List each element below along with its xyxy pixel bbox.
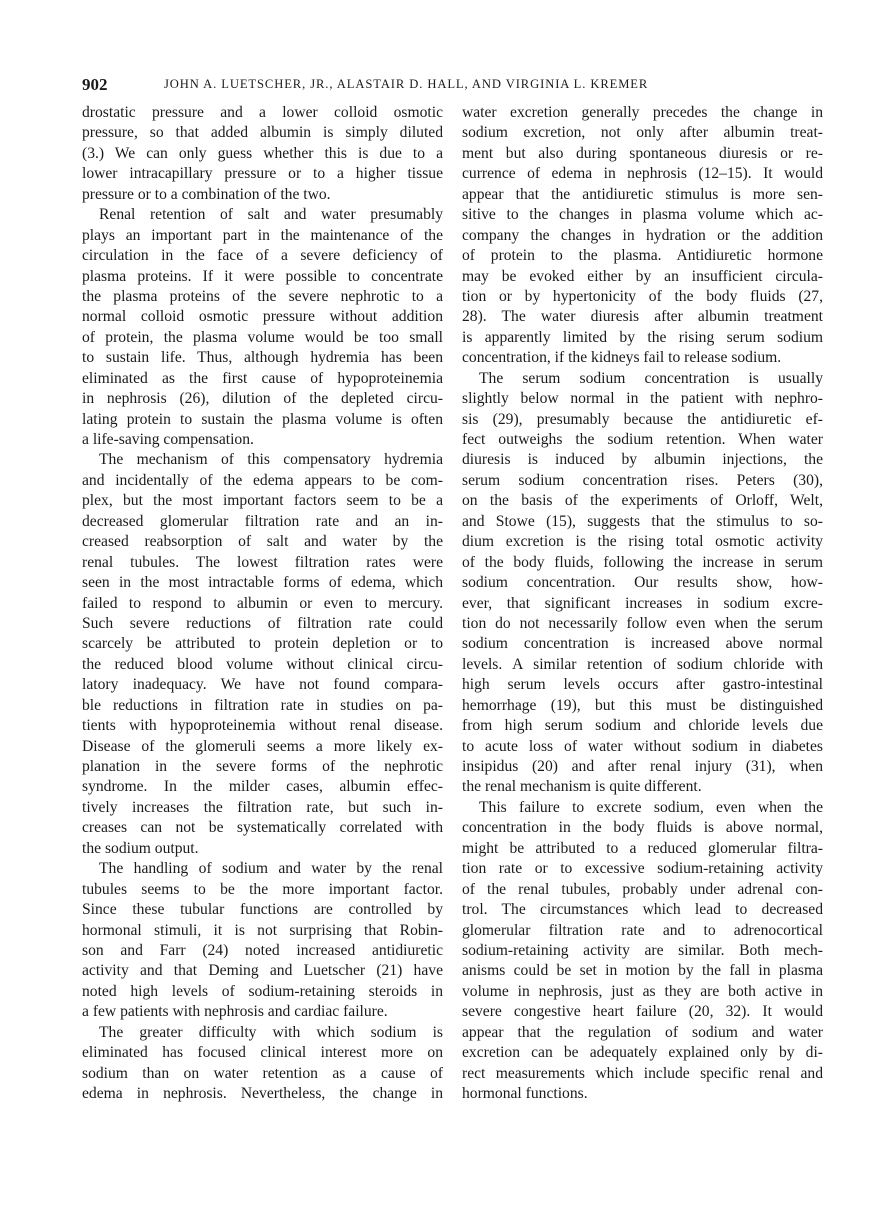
text-line: Disease of the glomeruli seems a more likely ex- [82, 737, 443, 755]
text-line: a life-saving compensation. [82, 431, 254, 448]
running-header-authors: JOHN A. LUETSCHER, JR., ALASTAIR D. HALL, AND VIRGINIA L. KREMER [164, 77, 649, 91]
text-line: severe congestive heart failure (20, 32). It would [462, 1003, 823, 1021]
text-line: volume in nephrosis, just as they are both active in [462, 982, 823, 1000]
text-line: high serum levels occurs after gastro-intestinal [462, 676, 823, 694]
text-line: to acute loss of water without sodium in diabetes [462, 737, 823, 755]
text-line: fect outweighs the sodium retention. When water [462, 431, 823, 448]
text-line: pressure or to a combination of the two. [82, 185, 331, 203]
text-line: the plasma proteins of the severe nephrotic to a [82, 287, 443, 305]
text-line: water excretion generally precedes the change in [462, 104, 823, 121]
text-line: The serum sodium concentration is usually [479, 369, 823, 387]
text-line: Since these tubular functions are controlled by [82, 901, 443, 919]
text-line: the sodium output. [82, 839, 199, 857]
text-line: anisms could be set in motion by the fall in plasma [462, 962, 823, 980]
text-line: This failure to excrete sodium, even when the [479, 798, 823, 816]
text-line: The mechanism of this compensatory hydremia [99, 451, 443, 469]
text-line: of the body fluids, following the increase in serum [462, 553, 823, 571]
left-text-column [82, 103, 443, 1104]
text-line: creases can not be systematically correlated with [82, 819, 443, 837]
text-line: tion do not necessarily follow even when the serum [462, 614, 823, 632]
text-line: slightly below normal in the patient with nephro- [462, 390, 823, 408]
text-line: rect measurements which include specific renal and [462, 1064, 823, 1082]
text-line: appear that the antidiuretic stimulus is more sen- [462, 185, 823, 203]
text-line: ever, that significant increases in sodium excre- [462, 594, 823, 612]
text-line: sis (29), presumably because the antidiuretic ef- [462, 410, 823, 428]
text-line: tients with hypoproteinemia without renal disease. [82, 717, 443, 735]
text-line: lower intracapillary pressure or to a higher tissue [82, 165, 443, 183]
running-header [82, 75, 824, 95]
text-line: of protein, the plasma volume would be too small [82, 328, 443, 346]
text-line: the renal mechanism is quite different. [462, 778, 702, 796]
text-line: ble reductions in filtration rate in studies on pa- [82, 696, 443, 714]
text-line: normal colloid osmotic pressure without addition [82, 308, 443, 326]
text-line: ment but also during spontaneous diuresis or re- [462, 144, 823, 162]
text-line: decreased glomerular filtration rate and an in- [82, 512, 443, 530]
text-line: sodium excretion, not only after albumin treat- [462, 124, 823, 142]
text-line: might be attributed to a reduced glomerular filtra- [462, 839, 823, 857]
right-text-column [462, 103, 823, 1104]
text-line: noted high levels of sodium-retaining steroids in [82, 982, 443, 1000]
text-line: seen in the most intractable forms of edema, which [82, 574, 443, 592]
text-line: levels. A similar retention of sodium chloride with [462, 655, 823, 673]
text-line: scarcely be attributed to protein depletion or to [82, 635, 443, 653]
text-line: son and Farr (24) noted increased antidiuretic [82, 941, 443, 959]
text-line: renal tubules. The lowest filtration rates were [82, 553, 443, 571]
text-line: creased reabsorption of salt and water by the [82, 533, 443, 551]
text-line: tion rate or to excessive sodium-retaining activity [462, 860, 823, 878]
text-line: a few patients with nephrosis and cardiac failure. [82, 1003, 388, 1021]
text-line: Renal retention of salt and water presumably [99, 206, 443, 224]
text-line: excretion can be adequately explained only by di- [462, 1044, 823, 1062]
text-line: and incidentally of the edema appears to be com- [82, 471, 443, 489]
text-line: trol. The circumstances which lead to decreased [462, 901, 823, 919]
text-line: The handling of sodium and water by the renal [99, 860, 443, 878]
text-line: circulation in the face of a severe deficiency of [82, 247, 443, 265]
text-line: concentration, if the kidneys fail to release sodium. [462, 349, 782, 367]
text-line: failed to respond to albumin or even to mercury. [82, 594, 443, 612]
text-line: concentration in the body fluids is above normal, [462, 819, 823, 837]
text-line: to sustain life. Thus, although hydremia has been [82, 349, 443, 367]
text-line: (3.) We can only guess whether this is due to a [82, 144, 443, 162]
text-line: may be evoked either by an insufficient circula- [462, 267, 823, 285]
text-line: the reduced blood volume without clinical circu- [82, 655, 443, 673]
text-line: edema in nephrosis. Nevertheless, the change in [82, 1085, 443, 1102]
text-line: diuresis is induced by albumin injections, the [462, 451, 823, 469]
text-line: hemorrhage (19), but this must be distinguished [462, 696, 823, 714]
text-line: sodium-retaining activity are similar. Both mech- [462, 941, 823, 959]
text-line: of the renal tubules, probably under adrenal con- [462, 880, 823, 898]
text-line: hormonal stimuli, it is not surprising that Robin- [82, 921, 443, 939]
text-line: appear that the regulation of sodium and water [462, 1023, 823, 1041]
text-line: tubules seems to be the more important factor. [82, 880, 443, 898]
text-line: is apparently limited by the rising serum sodium [462, 328, 823, 346]
text-line: plasma proteins. If it were possible to concentrate [82, 267, 443, 285]
text-line: sodium than on water retention as a cause of [82, 1064, 443, 1082]
text-line: dium excretion is the rising total osmotic activity [462, 533, 823, 551]
text-line: The greater difficulty with which sodium is [99, 1023, 443, 1041]
text-line: plays an important part in the maintenance of the [82, 226, 443, 244]
text-line: tion or by hypertonicity of the body fluids (27, [462, 287, 823, 305]
text-line: tively increases the filtration rate, but such in- [82, 798, 443, 816]
text-line: and Stowe (15), suggests that the stimulus to so- [462, 512, 823, 530]
text-line: planation in the severe forms of the nephrotic [82, 758, 443, 775]
text-line: Such severe reductions of filtration rate could [82, 614, 443, 632]
text-line: lating protein to sustain the plasma volume is often [82, 410, 443, 428]
text-line: drostatic pressure and a lower colloid osmotic [82, 104, 443, 121]
text-line: latory inadequacy. We have not found compara- [82, 676, 443, 694]
text-line: plex, but the most important factors seem to be a [82, 492, 443, 510]
text-line: hormonal functions. [462, 1085, 588, 1102]
text-line: sodium concentration. Our results show, how- [462, 574, 823, 592]
text-line: on the basis of the experiments of Orloff, Welt, [462, 492, 823, 510]
text-line: sodium concentration is increased above normal [462, 635, 823, 653]
text-line: syndrome. In the milder cases, albumin effec- [82, 778, 443, 796]
text-line: currence of edema in nephrosis (12–15). It would [462, 165, 823, 183]
text-line: eliminated has focused clinical interest more on [82, 1044, 443, 1062]
text-line: insipidus (20) and after renal injury (31), when [462, 758, 823, 775]
text-line: 28). The water diuresis after albumin treatment [462, 308, 823, 326]
text-line: company the changes in hydration or the addition [462, 226, 823, 244]
text-line: from high serum sodium and chloride levels due [462, 717, 823, 735]
text-line: in nephrosis (26), dilution of the depleted circu- [82, 390, 443, 408]
text-line: activity and that Deming and Luetscher (21) have [82, 962, 443, 980]
text-line: serum sodium concentration rises. Peters (30), [462, 471, 823, 489]
text-line: eliminated as the first cause of hypoproteinemia [82, 369, 443, 387]
text-line: glomerular filtration rate and to adrenocortical [462, 921, 823, 939]
text-line: of protein to the plasma. Antidiuretic hormone [462, 247, 823, 265]
text-line: sitive to the changes in plasma volume which ac- [462, 206, 823, 224]
text-line: pressure, so that added albumin is simply diluted [82, 124, 443, 142]
page-number: 902 [82, 75, 108, 94]
